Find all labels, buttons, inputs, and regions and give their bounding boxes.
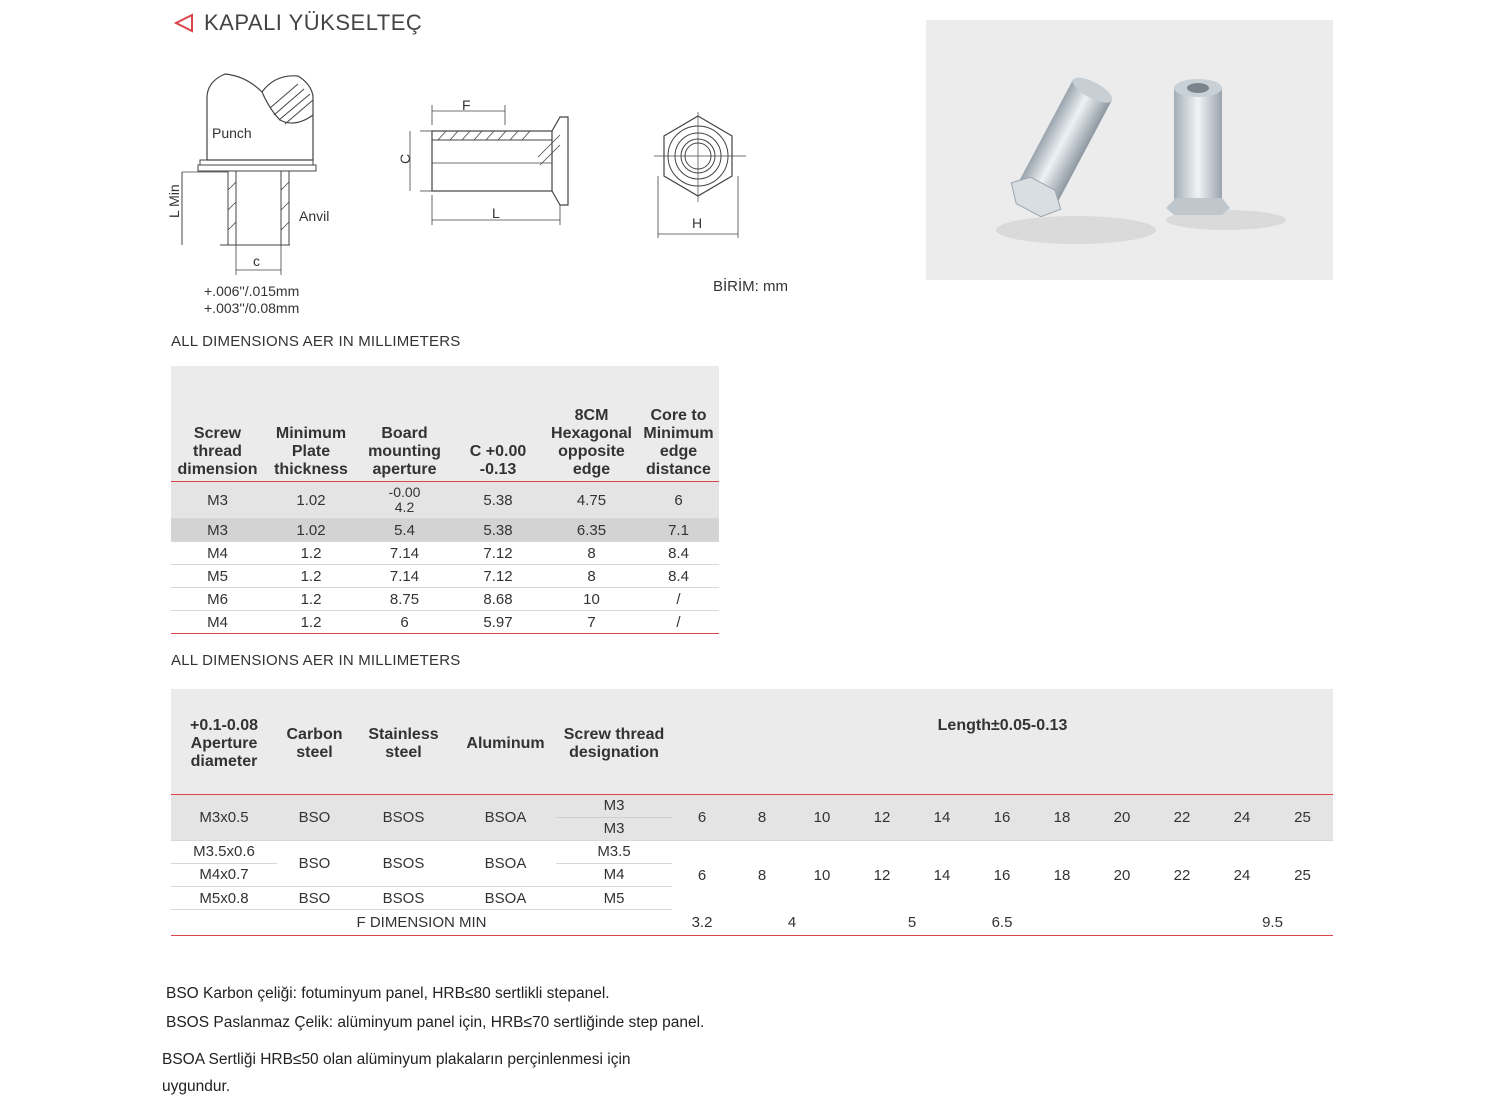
punch-anvil-drawing: [170, 70, 350, 280]
tolerance-line-2: +.003''/0.08mm: [204, 300, 300, 316]
cell-thread: M4: [171, 542, 264, 565]
lmin-label: L Min: [166, 184, 182, 218]
cell-length: 8: [732, 795, 792, 841]
table-row: [171, 519, 719, 542]
cell-edge: 8.4: [638, 542, 719, 565]
cell-plate: 1.2: [264, 542, 358, 565]
cell-length: 22: [1152, 795, 1212, 841]
cell-aperture-value: 4.2: [394, 499, 415, 515]
cell-length: 10: [792, 795, 852, 841]
cell-length: 18: [1032, 795, 1092, 841]
table-row: [171, 542, 719, 565]
cell-length: 14: [912, 795, 972, 841]
cell-aperture: M5x0.8: [171, 887, 277, 910]
col-header-edge: Core to Minimum edge distance: [638, 366, 719, 482]
tolerance-block: [204, 283, 299, 317]
col-header-designation: Screw thread designation: [556, 689, 672, 795]
col-header-length: Length±0.05-0.13: [672, 689, 1333, 795]
l-dim-label: L: [492, 205, 500, 221]
f-dimension-value: 4: [732, 910, 852, 936]
cell-c: 8.68: [451, 588, 545, 611]
cell-thread: M3: [171, 519, 264, 542]
cell-length: 12: [852, 795, 912, 841]
table-row: [171, 841, 1333, 887]
cell-designation-b: M4: [603, 866, 625, 883]
cell-designation: [556, 795, 672, 841]
cell-length: 18: [1053, 866, 1071, 884]
c-dim-label: C: [397, 153, 413, 164]
cell-designation: M5: [556, 887, 672, 910]
cell-edge: 8.4: [638, 565, 719, 588]
cell-aperture: [171, 841, 277, 887]
punch-label: Punch: [212, 125, 252, 141]
cell-length: 20: [1092, 795, 1152, 841]
cell-length: 6: [697, 866, 707, 884]
table-header-row: [171, 366, 719, 482]
cell-length: 16: [993, 866, 1011, 884]
cell-plate: 1.2: [264, 565, 358, 588]
col-header-thread: Screw thread dimension: [171, 366, 264, 482]
cell-plate: 1.02: [264, 519, 358, 542]
cell-length: 14: [933, 866, 951, 884]
cell-hex: 7: [545, 611, 638, 634]
col-header-aperture: Board mounting aperture: [358, 366, 451, 482]
unit-label: BİRİM: mm: [713, 278, 788, 295]
tolerance-line-1: +.006''/.015mm: [204, 283, 300, 299]
table-header-row: [171, 689, 1333, 795]
table-row: [171, 565, 719, 588]
table-row: [171, 795, 1333, 841]
page-header: [172, 10, 422, 36]
length-table: [171, 689, 1333, 936]
cell-aluminum: BSOA: [455, 795, 556, 841]
cell-length: 25: [1294, 866, 1311, 884]
cell-carbon: BSO: [277, 887, 352, 910]
cell-designation-a: M3: [556, 795, 672, 818]
cell-aluminum: BSOA: [455, 887, 556, 910]
cell-stainless: BSOS: [352, 887, 455, 910]
cell-aperture-a: M3.5x0.6: [171, 841, 277, 864]
dimensions-table: [171, 366, 719, 634]
table-row: [171, 482, 719, 519]
table-row: [171, 611, 719, 634]
col-header-carbon: Carbon steel: [277, 689, 352, 795]
cell-thread: M6: [171, 588, 264, 611]
cell-hex: 8: [545, 542, 638, 565]
f-dimension-value: 6.5: [972, 910, 1032, 936]
note-line: BSOA Sertliği HRB≤50 olan alüminyum plakaların perçinlenmesi için: [162, 1051, 631, 1068]
cell-aperture-tolerance: -0.00: [388, 484, 421, 500]
f-dimension-empty: [1032, 910, 1212, 936]
cell-aperture: [358, 482, 451, 519]
table2-caption: ALL DIMENSIONS AER IN MILLIMETERS: [171, 652, 461, 669]
cell-stainless: BSOS: [352, 795, 455, 841]
h-dim-label: H: [692, 215, 703, 231]
cell-length: 24: [1233, 866, 1251, 884]
cell-hex: 8: [545, 565, 638, 588]
cell-aperture: 6: [358, 611, 451, 634]
cell-thread: M3: [171, 482, 264, 519]
back-triangle-icon[interactable]: [172, 11, 196, 35]
cell-aperture: 8.75: [358, 588, 451, 611]
cell-c: 5.38: [451, 519, 545, 542]
note-line: BSO Karbon çeliği: fotuminyum panel, HRB≤80 sertlikli stepanel.: [166, 985, 610, 1002]
cell-aluminum: BSOA: [455, 841, 556, 887]
cell-c: 7.12: [451, 565, 545, 588]
cell-aperture: M3x0.5: [171, 795, 277, 841]
cell-thread: M4: [171, 611, 264, 634]
anvil-label: Anvil: [299, 208, 330, 224]
col-header-stainless: Stainless steel: [352, 689, 455, 795]
note-line: BSOS Paslanmaz Çelik: alüminyum panel için, HRB≤70 sertliğinde step panel.: [166, 1014, 705, 1031]
col-header-aluminum: Aluminum: [455, 689, 556, 795]
cell-designation-a: M3.5: [556, 841, 672, 864]
cell-edge: 7.1: [638, 519, 719, 542]
cell-aperture: 5.4: [358, 519, 451, 542]
col-header-plate: Minimum Plate thickness: [264, 366, 358, 482]
cell-aperture: 7.14: [358, 565, 451, 588]
cell-length: 12: [873, 866, 891, 884]
f-dimension-value: 3.2: [672, 910, 732, 936]
cell-length: 22: [1173, 866, 1191, 884]
col-header-c: C +0.00 -0.13: [451, 366, 545, 482]
col-header-hex: 8CM Hexagonal opposite edge: [545, 366, 638, 482]
col-header-aperture-diameter: +0.1-0.08 Aperture diameter: [171, 689, 277, 795]
product-photo: [926, 20, 1333, 280]
cell-designation: [556, 841, 672, 887]
cell-designation-b: M3: [603, 820, 625, 837]
cell-edge: 6: [638, 482, 719, 519]
cell-aperture-b: M4x0.7: [199, 866, 249, 883]
cell-hex: 4.75: [545, 482, 638, 519]
f-dimension-label: F DIMENSION MIN: [171, 910, 672, 936]
table-row: [171, 588, 719, 611]
cell-plate: 1.2: [264, 588, 358, 611]
cell-hex: 10: [545, 588, 638, 611]
c-label: c: [253, 253, 260, 269]
cell-c: 5.38: [451, 482, 545, 519]
cell-c: 5.97: [451, 611, 545, 634]
cell-carbon: BSO: [277, 841, 352, 887]
cell-length: 20: [1113, 866, 1131, 884]
cell-plate: 1.2: [264, 611, 358, 634]
cell-length: 16: [972, 795, 1032, 841]
cell-plate: 1.02: [264, 482, 358, 519]
cell-hex: 6.35: [545, 519, 638, 542]
f-dimension-value: 5: [852, 910, 972, 936]
f-dim-label: F: [462, 97, 471, 113]
cell-stainless: BSOS: [352, 841, 455, 887]
table1-caption: ALL DIMENSIONS AER IN MILLIMETERS: [171, 333, 461, 350]
cell-length: 6: [672, 795, 732, 841]
cell-edge: /: [638, 588, 719, 611]
f-dimension-row: [171, 910, 1333, 936]
cell-aperture: 7.14: [358, 542, 451, 565]
standoff-photo-image: [926, 20, 1333, 280]
cell-length: 25: [1272, 795, 1333, 841]
cell-thread: M5: [171, 565, 264, 588]
f-dimension-value: 9.5: [1212, 910, 1333, 936]
cell-length: 24: [1212, 795, 1272, 841]
cell-c: 7.12: [451, 542, 545, 565]
cell-edge: /: [638, 611, 719, 634]
note-line: uygundur.: [162, 1078, 231, 1095]
cell-length: 8: [757, 866, 767, 884]
page-title: KAPALI YÜKSELTEÇ: [204, 10, 423, 35]
cell-carbon: BSO: [277, 795, 352, 841]
cell-length: 10: [813, 866, 831, 884]
